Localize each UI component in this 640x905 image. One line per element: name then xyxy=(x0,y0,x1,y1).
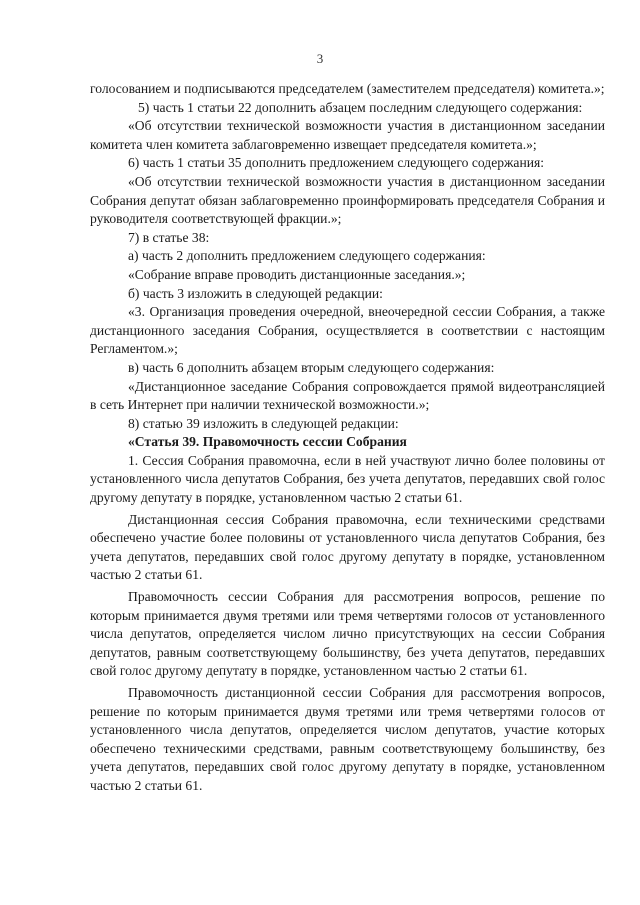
article-paragraph-3: Правомочность сессии Собрания для рассмотрения вопросов, решение по которым принимается двумя третями или тремя четвертями голосов от установленного числа депутатов, определяется числом лично присутствующих на сессии Собрания депутатов, равным соответствующему большинству, без учета депутатов, передавших свой голос другому депутату в порядке, установленном частью 2 статьи 61. xyxy=(90,589,605,679)
paragraph-quote-2: «Об отсутствии технической возможности участия в дистанционном заседании Собрания депутат обязан заблаговременно проинформировать председателя Собрания и руководителя соответствующей фракции.»; xyxy=(90,173,605,227)
article-heading: «Статья 39. Правомочность сессии Собрания xyxy=(128,434,407,450)
paragraph-item-5: 5) часть 1 статьи 22 дополнить абзацем последним следующего содержания: xyxy=(138,99,583,115)
paragraph-quote-1: «Об отсутствии технической возможности участия в дистанционном заседании комитета член комитета заблаговременно извещает председателя комитета.»; xyxy=(90,118,605,152)
paragraph-item-7a: а) часть 2 дополнить предложением следующего содержания: xyxy=(128,248,486,264)
paragraph-item-7: 7) в статье 38: xyxy=(128,229,210,245)
article-paragraph-2: Дистанционная сессия Собрания правомочна, если техническими средствами обеспечено участие более половины от установленного числа депутатов Собрания, без учета депутатов, передавших свой голос другому депутату в порядке, установленном частью 2 статьи 61. xyxy=(90,511,605,583)
paragraph-quote-4: «3. Организация проведения очередной, внеочередной сессии Собрания, а также дистанционного заседания Собрания, осуществляется в соответствии с настоящим Регламентом.»; xyxy=(90,304,605,357)
paragraph-quote-3: «Собрание вправе проводить дистанционные заседания.»; xyxy=(128,266,466,282)
paragraph-item-6: 6) часть 1 статьи 35 дополнить предложением следующего содержания: xyxy=(128,155,545,171)
paragraph-item-7c: в) часть 6 дополнить абзацем вторым следующего содержания: xyxy=(128,359,495,375)
paragraph-continuation: голосованием и подписываются председателем (заместителем председателя) комитета.»; xyxy=(90,81,605,96)
document-body xyxy=(90,80,605,796)
article-paragraph-1: 1. Сессия Собрания правомочна, если в ней участвуют лично более половины от установленного числа депутатов Собрания, без учета депутатов, передавших свой голос другому депутату в порядке, установленном частью 2 статьи 61. xyxy=(90,452,605,506)
article-paragraph-4: Правомочность дистанционной сессии Собрания для рассмотрения вопросов, решение по которым принимается двумя третями или тремя четвертями голосов от установленного числа депутатов, определяется числом депутатов, участие которых обеспечено техническими средствами, равным соответствующему большинству, без учета депутатов, передавших свой голос другому депутату в порядке, установленном частью 2 статьи 61. xyxy=(90,685,605,793)
page-number: 3 xyxy=(316,51,324,66)
paragraph-item-7b: б) часть 3 изложить в следующей редакции: xyxy=(128,285,383,301)
paragraph-quote-5: «Дистанционное заседание Собрания сопровождается прямой видеотрансляцией в сеть Интернет при наличии технической возможности.»; xyxy=(90,378,605,413)
paragraph-item-8: 8) статью 39 изложить в следующей редакции: xyxy=(128,415,399,431)
